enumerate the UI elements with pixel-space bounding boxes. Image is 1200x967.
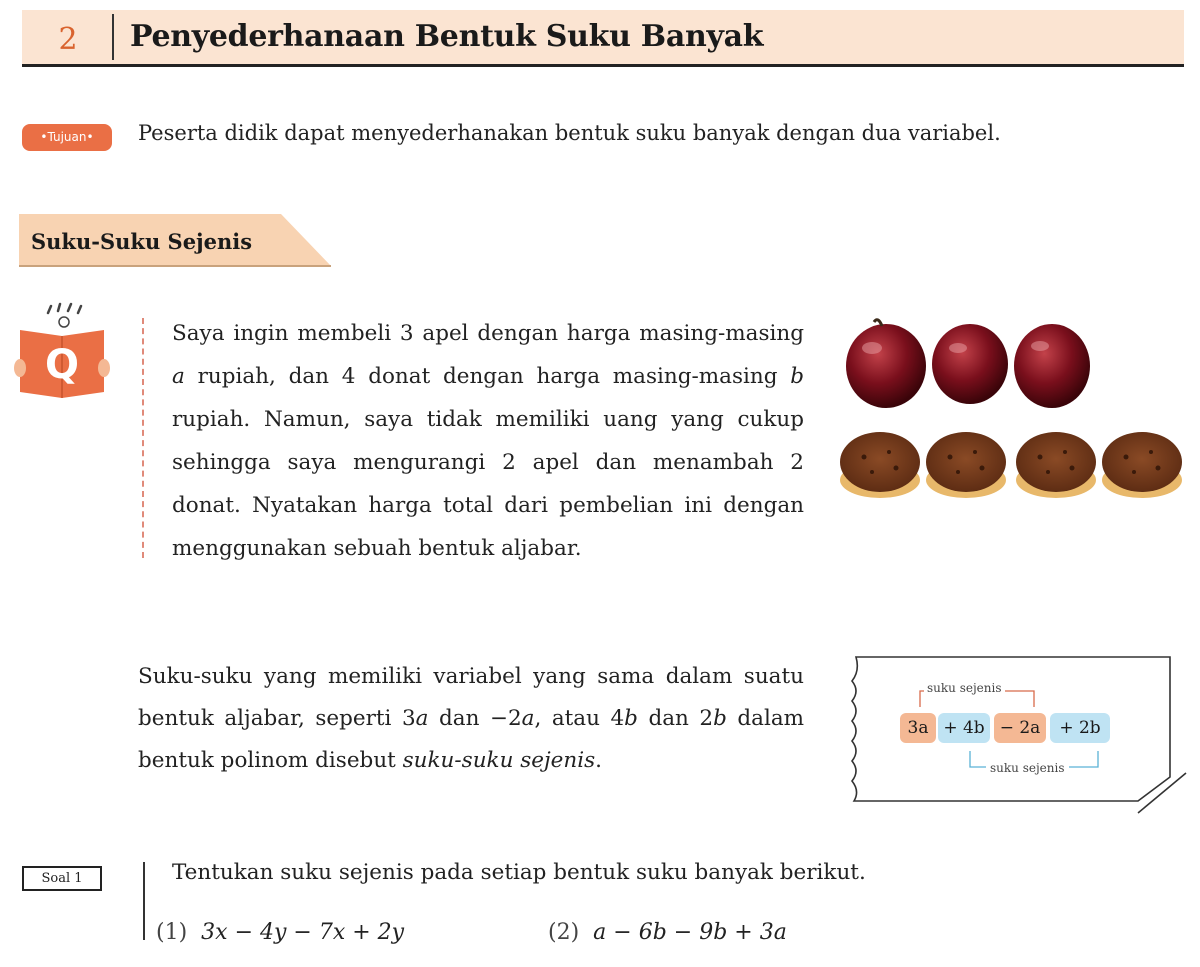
term-2b: + 2b: [1050, 713, 1110, 743]
def-text-6: .: [595, 748, 602, 773]
item-expression: a − 6b − 9b + 3a: [593, 920, 787, 945]
term-4b: + 4b: [938, 713, 990, 743]
header-divider: [112, 14, 114, 60]
soal-item-1: [156, 920, 404, 945]
def-var: a: [521, 706, 535, 731]
item-number: (1): [156, 920, 188, 945]
term-3a: 3a: [900, 713, 936, 743]
def-var: b: [624, 706, 638, 731]
def-var: b: [713, 706, 727, 731]
question-icon: [12, 300, 112, 400]
like-terms-diagram: [848, 655, 1188, 815]
tujuan-badge: •Tujuan•: [22, 124, 112, 151]
def-text-3: , atau 4: [534, 706, 625, 731]
question-text-2: rupiah, dan 4 donat dengan harga masing-masing: [184, 364, 791, 389]
chapter-header: [22, 10, 1184, 67]
apples-donuts-illustration: [834, 312, 1190, 508]
def-term: suku-suku sejenis: [402, 748, 596, 773]
section-title: Suku-Suku Sejenis: [31, 229, 253, 254]
apple-3: [1014, 324, 1090, 408]
item-expression: 3x − 4y − 7x + 2y: [201, 920, 405, 945]
def-text-2: dan −2: [428, 706, 522, 731]
donut-4: [1102, 432, 1182, 498]
question-text-3: rupiah. Namun, saya tidak memiliki uang yang cukup sehingga saya mengurangi 2 apel dan menambah 2 donat. Nyatakan harga total dari pembelian ini dengan menggunakan sebuah bentuk aljabar.: [172, 407, 804, 561]
donut-3: [1016, 432, 1096, 498]
apple-2: [932, 324, 1008, 404]
section-tab: [19, 214, 331, 268]
bottom-bracket-label: suku sejenis: [986, 761, 1069, 775]
chapter-number: 2: [58, 22, 78, 57]
def-text-4: dan 2: [637, 706, 714, 731]
def-text-1: Suku-suku yang memiliki variabel yang sama dalam suatu bentuk aljabar, seperti 3: [138, 664, 804, 731]
def-var: a: [415, 706, 429, 731]
def-text-5: dalam bentuk polinom disebut: [138, 706, 805, 773]
donut-1: [840, 432, 920, 498]
term-minus-2a: − 2a: [994, 713, 1046, 743]
soal-instruction: Tentukan suku sejenis pada setiap bentuk suku banyak berikut.: [172, 860, 866, 885]
question-dashed-line: [142, 318, 144, 558]
question-icon-letter: Q: [45, 342, 80, 388]
variable-b: b: [790, 364, 804, 389]
variable-a: a: [172, 364, 185, 389]
soal-divider: [143, 862, 145, 940]
chapter-title: Penyederhanaan Bentuk Suku Banyak: [130, 19, 764, 54]
donut-2: [926, 432, 1006, 498]
apple-1: [846, 320, 926, 408]
tujuan-text: Peserta didik dapat menyederhanakan bentuk suku banyak dengan dua variabel.: [138, 121, 1001, 145]
question-paragraph: [172, 312, 804, 570]
definition-paragraph: [138, 656, 804, 782]
soal-badge: Soal 1: [22, 866, 102, 891]
soal-item-2: [548, 920, 787, 945]
item-number: (2): [548, 920, 580, 945]
top-bracket-label: suku sejenis: [924, 681, 1005, 695]
question-text-1: Saya ingin membeli 3 apel dengan harga masing-masing: [172, 321, 804, 346]
